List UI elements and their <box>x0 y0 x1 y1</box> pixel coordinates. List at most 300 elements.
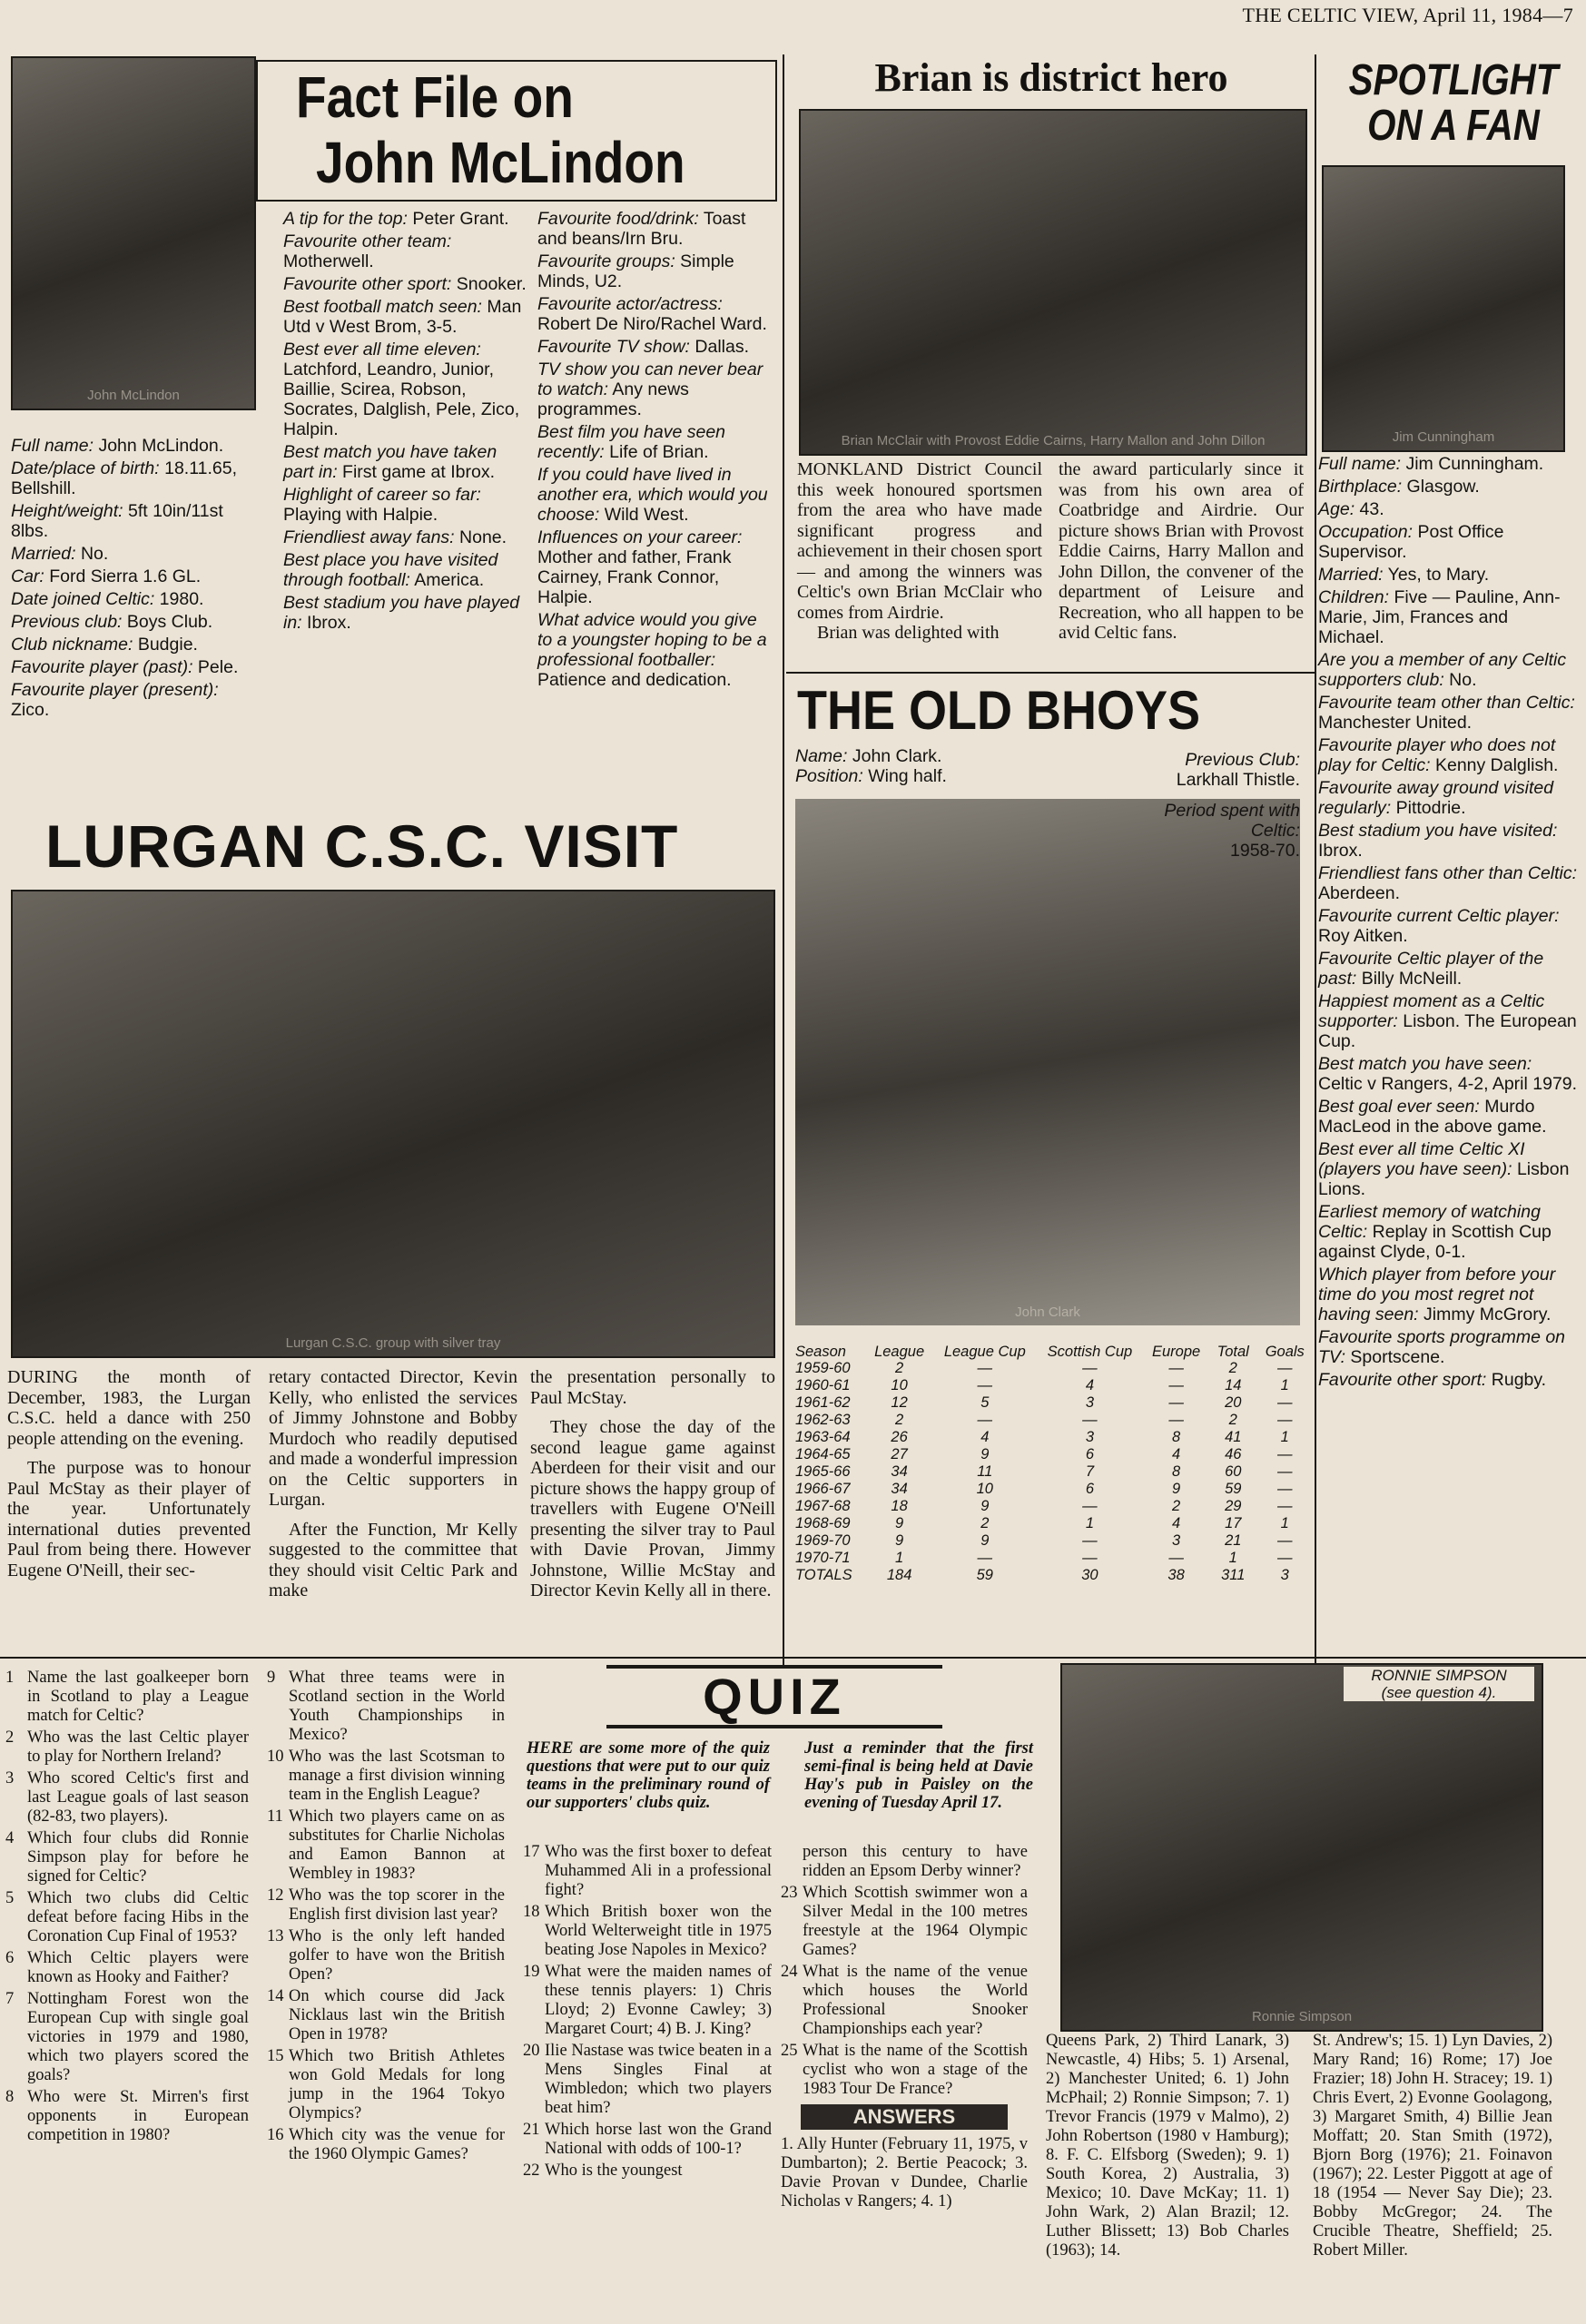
fact-file-question: Date joined Celtic: <box>11 589 155 609</box>
table-cell: 38 <box>1167 1567 1185 1583</box>
fact-file-question: Previous club: <box>11 612 123 632</box>
fact-file-answer: America. <box>409 570 485 590</box>
quiz-question-number: 21 <box>523 2121 540 2139</box>
quiz-col1 <box>5 1669 249 2148</box>
table-cell: — <box>1168 1550 1184 1566</box>
spotlight-answer: Billy McNeill. <box>1356 969 1463 989</box>
quiz-question-text: Who was the top scorer in the English first division last year? <box>289 1886 505 1924</box>
spotlight-item <box>1318 1054 1578 1094</box>
table-cell: — <box>1277 1394 1293 1411</box>
table-cell: 20 <box>1225 1394 1242 1411</box>
article-paragraph: the presentation personally to Paul McStay. <box>530 1367 775 1408</box>
table-cell: — <box>1277 1463 1293 1480</box>
simpson-photo <box>1060 1663 1543 2032</box>
fact-file-answer: Patience and dedication. <box>537 670 732 690</box>
spotlight-answer: Replay in Scottish Cup against Clyde, 0-1. <box>1318 1222 1552 1262</box>
brian-para1: MONKLAND District Council this week honoured sportsmen from the area who have made significant progress and achievement in their chosen sport — and among the winners was Celtic's own Brian McClair who comes from Airdrie. <box>797 459 1042 623</box>
quiz-question <box>5 1829 249 1886</box>
fact-file-question: Favourite player (present): <box>11 680 219 700</box>
quiz-question <box>267 2047 505 2123</box>
table-cell: 30 <box>1081 1567 1098 1583</box>
fact-file-answer: Boys Club. <box>122 612 213 632</box>
table-cell: 1963-64 <box>795 1429 851 1445</box>
quiz-question-text: Nottingham Forest won the European Cup with single goal victories in 1979 and 1980, which two players scored the goals? <box>27 1990 249 2084</box>
fact-file-answer: Snooker. <box>451 274 527 294</box>
quiz-question-number: 24 <box>781 1963 798 1981</box>
table-cell: 1968-69 <box>795 1515 851 1531</box>
quiz-question-number: 17 <box>523 1843 540 1861</box>
spotlight-title <box>1322 58 1585 149</box>
spotlight-answer: Five — Pauline, Ann-Marie, Jim, Frances and Michael. <box>1318 587 1561 647</box>
photo-label: Jim Cunningham <box>1392 429 1495 445</box>
table-cell: 21 <box>1225 1532 1242 1549</box>
quiz-question-number: 3 <box>5 1769 15 1787</box>
table-cell: 14 <box>1225 1377 1242 1393</box>
quiz-question-number: 25 <box>781 2042 798 2060</box>
table-cell: 27 <box>891 1446 908 1462</box>
table-cell: 59 <box>1225 1481 1242 1497</box>
table-cell: 5 <box>980 1394 990 1411</box>
spotlight-answer: Aberdeen. <box>1318 883 1400 903</box>
table-row <box>790 1446 1313 1463</box>
spotlight-question: Favourite Celtic player of the past: <box>1318 949 1544 989</box>
spotlight-answer: Yes, to Mary. <box>1383 565 1490 585</box>
fact-file-answer: Latchford, Leandro, Junior, Baillie, Scirea, Robson, Socrates, Dalglish, Pele, Zico, Halpin. <box>283 359 520 439</box>
old-bhoys-name <box>795 746 947 786</box>
table-cell: — <box>1277 1360 1293 1376</box>
fact-file-answer: Mother and father, Frank Cairney, Frank Connor, Halpie. <box>537 547 732 607</box>
spotlight-question: Age: <box>1318 499 1355 519</box>
spotlight-question: Married: <box>1318 565 1384 585</box>
spotlight-item <box>1318 735 1578 775</box>
fact-file-answer: Any news programmes. <box>537 379 689 419</box>
fact-file-col1 <box>11 436 254 723</box>
fact-file-item <box>11 657 254 677</box>
fact-file-answer: Man Utd v West Brom, 3-5. <box>283 297 522 337</box>
fact-file-item <box>283 209 528 229</box>
fact-file-question: Married: <box>11 544 76 564</box>
table-header-row <box>790 1344 1313 1360</box>
fact-file-item <box>283 593 528 633</box>
spotlight-question: Earliest memory of watching Celtic: <box>1318 1202 1541 1242</box>
lurgan-col1 <box>7 1367 251 1590</box>
photo-label: Ronnie Simpson <box>1251 2009 1353 2024</box>
quiz-intro1: HERE are some more of the quiz questions that were put to our quiz teams in the preliminary round of our supporters' clubs quiz. <box>527 1739 770 1812</box>
fact-file-question: Favourite groups: <box>537 251 675 271</box>
quiz-question-number: 5 <box>5 1889 15 1907</box>
fact-file-question: Full name: <box>11 436 94 456</box>
name-label: Name: <box>795 746 848 766</box>
table-cell: 1969-70 <box>795 1532 851 1549</box>
masthead: THE CELTIC VIEW, April 11, 1984—7 <box>1242 4 1573 26</box>
table-row <box>790 1515 1313 1532</box>
table-cell: 60 <box>1225 1463 1242 1480</box>
table-cell: — <box>1277 1412 1293 1428</box>
table-row <box>790 1377 1313 1394</box>
fact-file-answer: Life of Brian. <box>604 442 709 462</box>
position-value: Wing half. <box>862 766 947 786</box>
quiz-question-number: 8 <box>5 2088 15 2106</box>
spotlight-answer: Lisbon. The European Cup. <box>1318 1011 1577 1051</box>
quiz-question-number: 1 <box>5 1669 15 1687</box>
quiz-title-box <box>606 1665 942 1728</box>
fact-file-question: TV show you can never bear to watch: <box>537 359 763 399</box>
spotlight-question: Occupation: <box>1318 522 1414 542</box>
table-cell: 9 <box>895 1515 904 1531</box>
quiz-question <box>523 2121 772 2159</box>
spotlight-items <box>1318 454 1578 1393</box>
spotlight-question: Favourite team other than Celtic: <box>1318 693 1575 713</box>
quiz-question-number: 20 <box>523 2042 540 2060</box>
spotlight-answer: Ibrox. <box>1318 841 1363 861</box>
spotlight-answer: Rugby. <box>1486 1370 1547 1390</box>
quiz-question <box>267 1748 505 1805</box>
quiz-question <box>523 2162 772 2181</box>
fact-file-question: Influences on your career: <box>537 527 743 547</box>
brian-para2: Brian was delighted with <box>817 623 1000 643</box>
quiz-question <box>5 2088 249 2145</box>
table-cell: 1 <box>1228 1550 1237 1566</box>
quiz-question <box>267 1927 505 1984</box>
fact-file-col3 <box>537 209 775 693</box>
fact-file-title-line1: Fact File on <box>296 64 574 130</box>
spotlight-question: Best stadium you have visited: <box>1318 821 1558 841</box>
old-bhoys-career <box>1135 750 1300 861</box>
fact-file-item <box>283 485 528 525</box>
table-cell: 1 <box>1085 1515 1095 1531</box>
table-cell: 2 <box>980 1515 990 1531</box>
spotlight-item <box>1318 522 1578 562</box>
quiz-question-number: 4 <box>5 1829 15 1847</box>
fact-file-item <box>283 527 528 547</box>
spotlight-item <box>1318 906 1578 946</box>
fact-file-item <box>537 610 775 690</box>
table-cell: 1960-61 <box>795 1377 851 1393</box>
lurgan-photo <box>11 890 775 1358</box>
table-cell: — <box>1277 1550 1293 1566</box>
prev-label: Previous Club: <box>1185 750 1300 770</box>
table-header-cell: Scottish Cup <box>1047 1344 1133 1360</box>
quiz-question-text: Name the last goalkeeper born in Scotland to play a League match for Celtic? <box>27 1669 249 1725</box>
quiz-question-number: 19 <box>523 1963 540 1981</box>
table-header-cell: Season <box>795 1344 846 1360</box>
fact-file-item <box>283 550 528 590</box>
table-header-cell: Goals <box>1265 1344 1305 1360</box>
spotlight-item <box>1318 499 1578 519</box>
period-value: 1958-70. <box>1230 841 1300 861</box>
table-cell: — <box>1168 1360 1184 1376</box>
table-cell: 2 <box>895 1360 904 1376</box>
spotlight-item <box>1318 1202 1578 1262</box>
spotlight-item <box>1318 821 1578 861</box>
prev-value: Larkhall Thistle. <box>1176 770 1300 790</box>
quiz-question <box>5 1949 249 1987</box>
quiz-question-number: 11 <box>267 1807 283 1826</box>
quiz-question <box>267 1987 505 2044</box>
table-cell: — <box>1082 1360 1098 1376</box>
table-cell: — <box>1082 1550 1098 1566</box>
fact-file-item <box>11 635 254 655</box>
table-cell: 29 <box>1225 1498 1242 1514</box>
table-cell: — <box>1277 1498 1293 1514</box>
table-cell: 9 <box>895 1532 904 1549</box>
quiz-question <box>781 1884 1028 1960</box>
fact-file-answer: Robert De Niro/Rachel Ward. <box>537 314 767 334</box>
article-paragraph: After the Function, Mr Kelly suggested to the committee that they should visit Celtic Park and make <box>269 1519 517 1600</box>
table-cell: 1 <box>895 1550 904 1566</box>
table-cell: 311 <box>1221 1567 1246 1583</box>
quiz-col4-items <box>781 1884 1028 2099</box>
mclindon-photo <box>11 56 256 410</box>
quiz-question-text: Who is the only left handed golfer to have won the British Open? <box>289 1927 505 1984</box>
table-cell: 3 <box>1280 1567 1289 1583</box>
old-bhoys-headline: THE OLD BHOYS <box>797 680 1201 741</box>
old-bhoys-table-wrap <box>790 1344 1313 1584</box>
fact-file-answer: Motherwell. <box>283 251 374 271</box>
quiz-question-text: Which horse last won the Grand National with odds of 100-1? <box>545 2121 772 2158</box>
spotlight-question: Best ever all time Celtic XI (players you have seen): <box>1318 1139 1525 1179</box>
quiz-question <box>5 1990 249 2085</box>
quiz-col2 <box>267 1669 505 2167</box>
clark-photo <box>795 799 1300 1325</box>
spotlight-question: Favourite current Celtic player: <box>1318 906 1560 926</box>
table-cell: — <box>977 1550 993 1566</box>
quiz-question <box>267 1669 505 1745</box>
spotlight-question: Which player from before your time do you most regret not having seen: <box>1318 1265 1556 1324</box>
table-cell: 8 <box>1172 1463 1181 1480</box>
table-cell: — <box>1082 1412 1098 1428</box>
fact-file-answer: None. <box>454 527 507 547</box>
fact-file-item <box>11 589 254 609</box>
spotlight-question: Friendliest fans other than Celtic: <box>1318 863 1578 883</box>
spotlight-answer: No. <box>1443 670 1477 690</box>
fact-file-question: Favourite food/drink: <box>537 209 699 229</box>
fact-file-answer: John McLindon. <box>94 436 224 456</box>
quiz-question-text: What were the maiden names of these tennis players: 1) Chris Lloyd; 2) Evonne Cawley; 3) Margaret Court; 4) B. J. King? <box>545 1963 772 2038</box>
brian-photo <box>799 109 1307 456</box>
quiz-question-number: 16 <box>267 2126 284 2144</box>
fact-file-item <box>537 465 775 525</box>
spotlight-answer: Roy Aitken. <box>1318 926 1408 946</box>
spotlight-item <box>1318 650 1578 690</box>
spotlight-item <box>1318 991 1578 1051</box>
quiz-question <box>267 2126 505 2164</box>
quiz-question-text: Which two British Athletes won Gold Medals for long jump in the 1964 Tokyo Olympics? <box>289 2047 505 2122</box>
table-cell: 1962-63 <box>795 1412 851 1428</box>
quiz-question-number: 12 <box>267 1886 284 1905</box>
table-cell: 1965-66 <box>795 1463 851 1480</box>
quiz-col3 <box>523 1843 772 2183</box>
lurgan-col2 <box>269 1367 517 1610</box>
spotlight-question: Children: <box>1318 587 1390 607</box>
table-cell: — <box>1168 1377 1184 1393</box>
answers-part1: 1. Ally Hunter (February 11, 1975, v Dumbarton); 2. Bertie Peacock; 3. Davie Provan v Dundee, Charlie Nicholas v Rangers; 4. 1) <box>781 2135 1028 2211</box>
brian-col2 <box>1059 459 1304 644</box>
fact-file-answer: Ibrox. <box>301 613 351 633</box>
career-stats-table <box>790 1344 1313 1584</box>
fact-file-item <box>537 359 775 419</box>
fact-file-item <box>537 337 775 357</box>
table-cell: 9 <box>1172 1481 1181 1497</box>
quiz-question-text: Who were St. Mirren's first opponents in European competition in 1980? <box>27 2088 249 2144</box>
table-row <box>790 1481 1313 1498</box>
table-cell: 8 <box>1172 1429 1181 1445</box>
table-cell: 12 <box>891 1394 908 1411</box>
quiz-question-number: 18 <box>523 1903 540 1921</box>
quiz-question <box>267 1807 505 1884</box>
fact-file-question: If you could have lived in another era, which would you choose: <box>537 465 768 525</box>
table-cell: 26 <box>891 1429 908 1445</box>
table-cell: TOTALS <box>795 1567 852 1583</box>
answers-part2: Queens Park, 2) Third Lanark, 3) Newcastle, 4) Hibs; 5. 1) Arsenal, 2) Manchester United; 6. 1) John McPhail; 2) Ronnie Simpson; 7. 1) Trevor Francis (1979 v Malmo), 2) John Robertson (1980 v Hamburg); 8. F. C. Elfsborg (Sweden); 9. 1) South Korea, 2) Australia, 3) Mexico; 10. Dave McKay; 11. 1) John Wark, 2) Alan Brazil; 12. Luther Blissett; 13) Bob Charles (1963); 14. <box>1046 2032 1289 2260</box>
quiz-question-number: 9 <box>267 1669 276 1687</box>
fact-file-question: Favourite other team: <box>283 231 452 251</box>
spotlight-question: Happiest moment as a Celtic supporter: <box>1318 991 1545 1031</box>
fact-file-answer: Pele. <box>192 657 239 677</box>
fact-file-answer: Ford Sierra 1.6 GL. <box>44 566 202 586</box>
quiz-question-text: Who was the last Scotsman to manage a first division winning team in the English League? <box>289 1748 505 1804</box>
brian-headline: Brian is district hero <box>874 55 1228 100</box>
fact-file-question: Best stadium you have played in: <box>283 593 520 633</box>
table-cell: — <box>977 1412 993 1428</box>
quiz-question-text: Who was the last Celtic player to play for Northern Ireland? <box>27 1728 249 1766</box>
table-cell: 1967-68 <box>795 1498 851 1514</box>
brian-para3: the award particularly since it was from his own area of Coatbridge and Airdrie. Our picture shows Brian with Provost Eddie Cairns, Harry Mallon and John Dillon, the convener of the department of Leisure and Recreation, who all happen to be avid Celtic fans. <box>1059 459 1304 643</box>
quiz-question-text: Which city was the venue for the 1960 Olympic Games? <box>289 2126 505 2163</box>
fact-file-answer: Simple Minds, U2. <box>537 251 734 291</box>
table-cell: 59 <box>976 1567 993 1583</box>
fact-file-item <box>537 251 775 291</box>
table-cell: 2 <box>895 1412 904 1428</box>
table-cell: 1 <box>1280 1377 1289 1393</box>
table-cell: — <box>1082 1532 1098 1549</box>
table-cell: 46 <box>1225 1446 1242 1462</box>
fact-file-answer: 18.11.65, Bellshill. <box>11 458 237 498</box>
table-row <box>790 1463 1313 1481</box>
fact-file-question: Club nickname: <box>11 635 133 655</box>
fact-file-title-line2: John McLindon <box>316 130 685 195</box>
table-cell: 2 <box>1228 1360 1237 1376</box>
spotlight-title-line1: SPOTLIGHT <box>1348 56 1559 104</box>
table-cell: 11 <box>977 1463 993 1480</box>
fact-file-question: Best ever all time eleven: <box>283 340 481 359</box>
table-cell: 184 <box>886 1567 912 1583</box>
spotlight-item <box>1318 693 1578 733</box>
spotlight-question: Favourite away ground visited regularly: <box>1318 778 1554 818</box>
spotlight-item <box>1318 1265 1578 1324</box>
quiz-question <box>781 2042 1028 2099</box>
quiz-title: QUIZ <box>703 1668 846 1725</box>
table-cell: 1961-62 <box>795 1394 851 1411</box>
article-paragraph: DURING the month of December, 1983, the Lurgan C.S.C. held a dance with 250 people attending on the evening. <box>7 1367 251 1449</box>
quiz-question-text: What is the name of the venue which houses the World Professional Snooker Championships each year? <box>803 1963 1028 2038</box>
spotlight-question: Favourite player who does not play for Celtic: <box>1318 735 1556 775</box>
quiz-question-text: What three teams were in Scotland section in the World Youth Championships in Mexico? <box>289 1669 505 1744</box>
spotlight-question: Favourite other sport: <box>1318 1370 1487 1390</box>
fact-file-item <box>537 209 775 249</box>
quiz-question-number: 13 <box>267 1927 284 1945</box>
fact-file-title-box <box>256 60 777 202</box>
fact-file-question: Favourite TV show: <box>537 337 690 357</box>
spotlight-item <box>1318 778 1578 818</box>
simpson-caption-line1: RONNIE SIMPSON <box>1371 1667 1507 1684</box>
table-cell: 1959-60 <box>795 1360 851 1376</box>
article-paragraph: They chose the day of the second league game against Aberdeen for their visit and our picture shows the happy group of travellers with Eugene O'Neill presenting the silver tray to Paul with Davie Provan, Jimmy Johnstone, Willie McStay and Director Kevin Kelly all in there. <box>530 1417 775 1600</box>
table-header-cell: League <box>874 1344 925 1360</box>
fact-file-question: Date/place of birth: <box>11 458 160 478</box>
lurgan-headline: LURGAN C.S.C. VISIT <box>45 812 679 880</box>
table-cell: 3 <box>1172 1532 1181 1549</box>
table-cell: 2 <box>1228 1412 1237 1428</box>
fact-file-question: Best place you have visited through football: <box>283 550 498 590</box>
simpson-caption-line2: (see question 4). <box>1381 1684 1497 1701</box>
brian-col1 <box>797 459 1042 644</box>
fact-file-question: Height/weight: <box>11 501 123 521</box>
table-cell: 3 <box>1085 1394 1095 1411</box>
spotlight-item <box>1318 1097 1578 1137</box>
fact-file-question: Favourite player (past): <box>11 657 193 677</box>
quiz-question-number: 23 <box>781 1884 798 1902</box>
table-cell: 9 <box>980 1498 990 1514</box>
table-cell: 1970-71 <box>795 1550 851 1566</box>
lurgan-col3 <box>530 1367 775 1610</box>
quiz-question-text: Who is the youngest <box>545 2162 683 2180</box>
spotlight-item <box>1318 949 1578 989</box>
fact-file-answer: Toast and beans/Irn Bru. <box>537 209 746 249</box>
table-cell: — <box>1168 1394 1184 1411</box>
table-cell: 17 <box>1225 1515 1242 1531</box>
quiz-question-number: 10 <box>267 1748 284 1766</box>
spotlight-question: Best match you have seen: <box>1318 1054 1532 1074</box>
quiz-question <box>523 1963 772 2039</box>
fact-file-item <box>11 612 254 632</box>
fact-file-question: Best film you have seen recently: <box>537 422 726 462</box>
fact-file-answer: 1980. <box>154 589 204 609</box>
fact-file-item <box>537 294 775 334</box>
table-cell: — <box>1277 1532 1293 1549</box>
quiz-question <box>5 1769 249 1827</box>
table-cell: 7 <box>1085 1463 1095 1480</box>
fact-file-item <box>11 501 254 541</box>
table-cell: — <box>977 1360 993 1376</box>
fact-file-item <box>11 458 254 498</box>
spotlight-answer: Sportscene. <box>1345 1347 1445 1367</box>
fact-file-item <box>283 231 528 271</box>
table-header-cell: Europe <box>1151 1344 1201 1360</box>
spotlight-question: Birthplace: <box>1318 477 1403 497</box>
answers-part3: St. Andrew's; 15. 1) Lyn Davies, 2) Mary Rand; 16) Rome; 17) Joe Frazier; 18) John H. Stracey; 19. 1) Chris Evert, 2) Evonne Goolagong, 3) Margaret Smith, 4) Billie Jean Moffatt; 20. Stan Smith (1972), Bjorn Borg (1976); 21. Foinavon (1967); 22. Lester Piggott at age of 18 (1954 — Never Say Die); 23. Bobby McGregor; 24. The Crucible Theatre, Sheffield; 25. Robert Miller. <box>1313 2032 1552 2260</box>
table-cell: 34 <box>891 1463 908 1480</box>
table-cell: — <box>1168 1412 1184 1428</box>
spotlight-question: Are you a member of any Celtic supporters club: <box>1318 650 1567 690</box>
quiz-question-number: 15 <box>267 2047 284 2065</box>
fact-file-item <box>283 442 528 482</box>
quiz-question-number: 14 <box>267 1987 284 2005</box>
spotlight-answer: 43. <box>1355 499 1384 519</box>
quiz-question-number: 22 <box>523 2162 540 2180</box>
fact-file-question: Best football match seen: <box>283 297 482 317</box>
spotlight-answer: Jimmy McGrory. <box>1418 1305 1552 1324</box>
fact-file-item <box>537 422 775 462</box>
table-cell: 10 <box>976 1481 993 1497</box>
quiz-question-text: Which Scottish swimmer won a Silver Medal in the 100 metres freestyle at the 1964 Olympic Games? <box>803 1884 1028 1959</box>
quiz-question-text: What is the name of the Scottish cyclist who won a stage of the 1983 Tour De France? <box>803 2042 1028 2098</box>
photo-label: John Clark <box>1015 1305 1080 1320</box>
table-cell: 6 <box>1085 1481 1095 1497</box>
table-cell: 1 <box>1280 1429 1289 1445</box>
fact-file-answer: Playing with Halpie. <box>283 505 438 525</box>
table-cell: — <box>1277 1446 1293 1462</box>
